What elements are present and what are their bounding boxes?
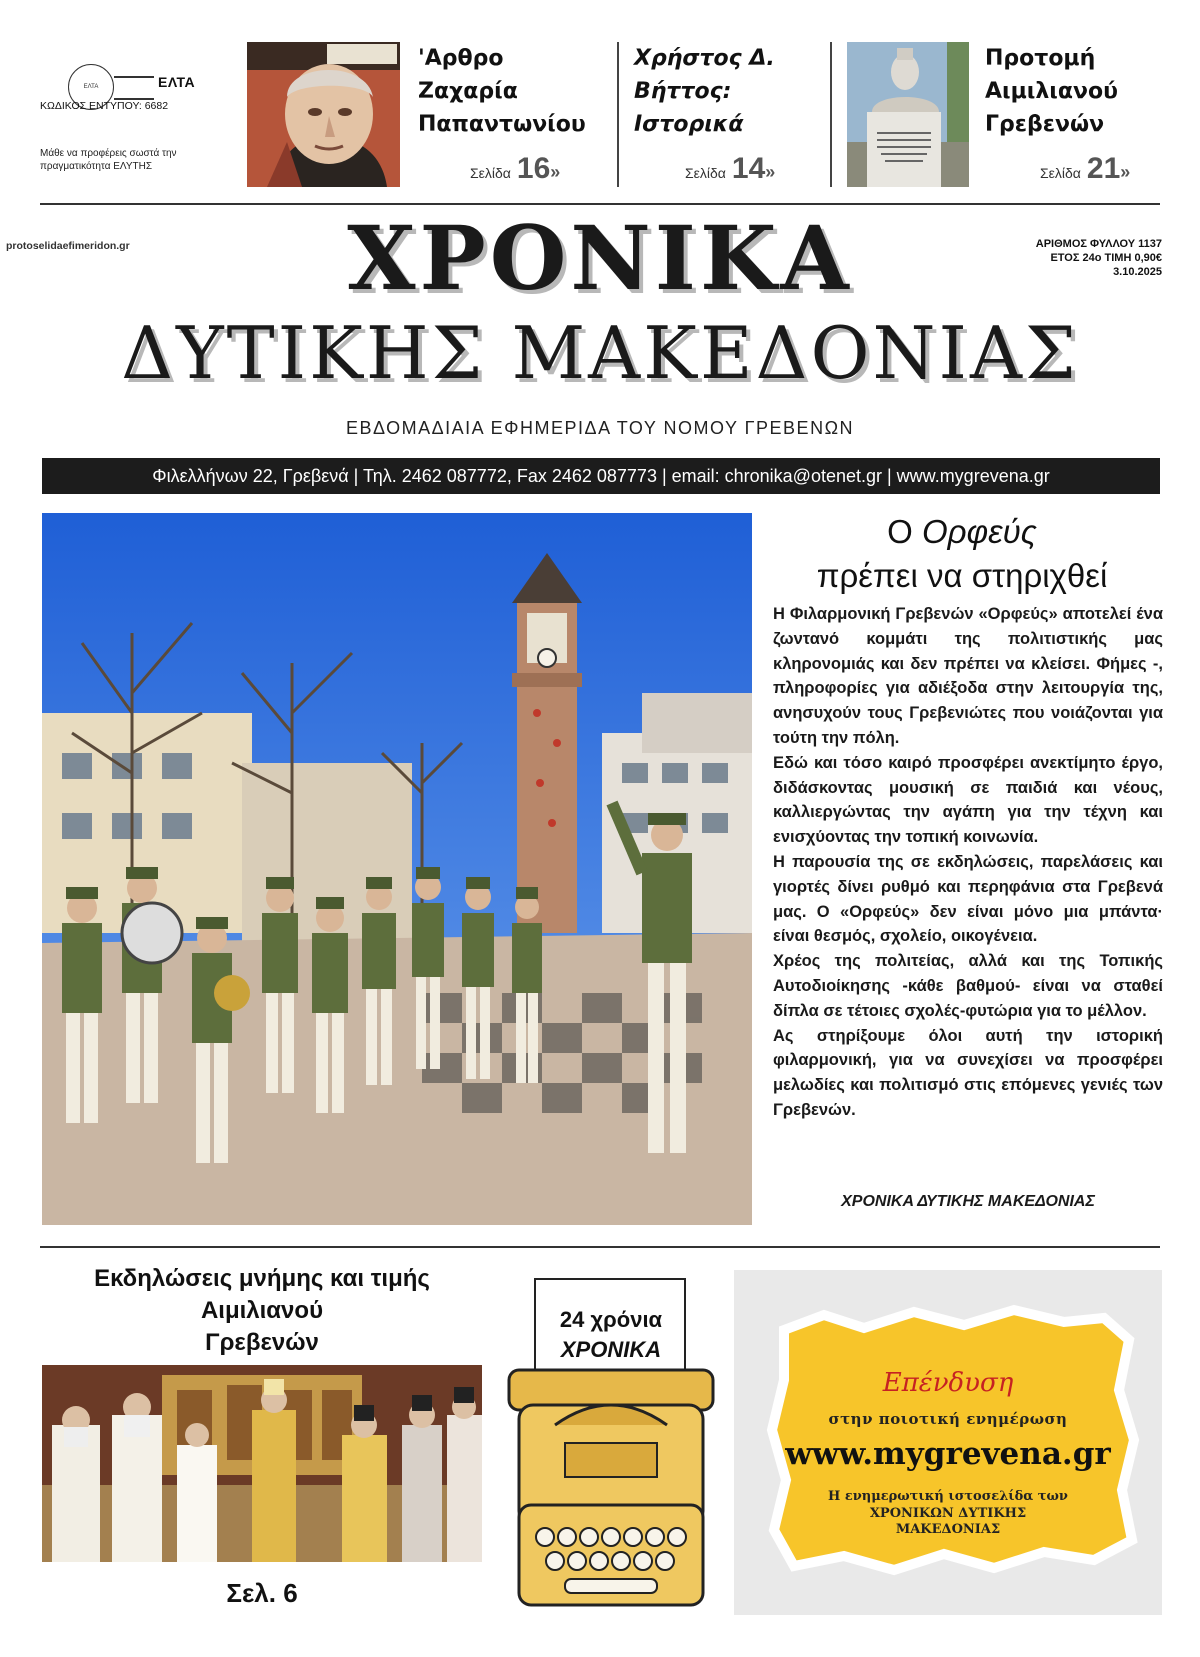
top-rule bbox=[40, 203, 1160, 205]
column-divider bbox=[830, 42, 832, 187]
teaser-title-1[interactable]: 'Αρθρο Ζαχαρία Παπαντωνίου bbox=[418, 46, 586, 137]
story-headline bbox=[762, 510, 1162, 598]
mygrevena-ad[interactable] bbox=[734, 1270, 1162, 1615]
band-square-illustration bbox=[42, 513, 752, 1225]
story-paragraph: Χρέος της πολιτείας, αλλά και της Τοπικής Αυτοδιοίκησης -κάθε βαθμού- είναι να σταθεί δίπλα σε τέτοιες σχολές-φυτώρια για το μέλλον. bbox=[773, 952, 1163, 1020]
teaser-portrait-papantoniou[interactable] bbox=[247, 42, 400, 187]
events-page-ref[interactable]: Σελ. 6 bbox=[226, 1578, 298, 1608]
teaser-title-2[interactable]: Χρήστος Δ. Βήττος: Ιστορικά bbox=[634, 46, 775, 137]
watermark-site: protoselidaefimeridon.gr bbox=[6, 240, 130, 252]
bust-photo bbox=[847, 42, 969, 187]
teaser-page-2[interactable] bbox=[685, 152, 775, 192]
ad-url[interactable]: www.mygrevena.gr bbox=[785, 1436, 1111, 1472]
ad-headline: Επένδυση bbox=[882, 1368, 1014, 1398]
bottom-rule bbox=[40, 1246, 1160, 1248]
teaser-photo-bust[interactable] bbox=[847, 42, 969, 187]
page-label: Σελίδα bbox=[470, 165, 511, 181]
postage-stamp-icon: ΕΛΤΑ bbox=[68, 64, 114, 110]
story-body bbox=[773, 602, 1163, 1123]
philharmonic-photo[interactable] bbox=[42, 513, 752, 1225]
teaser-page-3[interactable] bbox=[1040, 152, 1130, 192]
page-label: Σελίδα bbox=[685, 165, 726, 181]
contact-bar: Φιλελλήνων 22, Γρεβενά | Τηλ. 2462 087772, Fax 2462 087773 | email: chronika@otenet.gr | www.mygrevena.gr bbox=[42, 458, 1160, 494]
church-illustration bbox=[42, 1365, 482, 1562]
issue-number: ΑΡΙΘΜΟΣ ΦΥΛΛΟΥ 1137 bbox=[1035, 238, 1162, 250]
issue-date: 3.10.2025 bbox=[1113, 266, 1162, 278]
postal-badge bbox=[40, 60, 225, 120]
masthead-subtitle: ΔΥΤΙΚΗΣ ΜΑΚΕΔΟΝΙΑΣ bbox=[121, 311, 1079, 395]
elytis-quote: Μάθε να προφέρεις σωστά την πραγματικότητα ΕΛΥΤΗΣ bbox=[40, 148, 177, 172]
teaser-page-1[interactable] bbox=[470, 152, 560, 192]
headline-article: Ο bbox=[887, 513, 913, 550]
story-paragraph: Η παρουσία της σε εκδηλώσεις, παρελάσεις και γιορτές δίνει ρυθμό και περηφάνια στα Γρεβενά μας. Ο «Ορφεύς» δεν είναι μόνο μια μπάντα· είναι θεσμός, σχολείο, οικογένεια. bbox=[773, 852, 1163, 946]
page-label: Σελίδα bbox=[1040, 165, 1081, 181]
story-signature: ΧΡΟΝΙΚΑ ΔΥΤΙΚΗΣ ΜΑΚΕΔΟΝΙΑΣ bbox=[841, 1193, 1095, 1210]
chevron-right-icon: » bbox=[1120, 162, 1131, 182]
issue-info bbox=[1036, 237, 1162, 279]
events-headline[interactable] bbox=[42, 1263, 482, 1359]
page-number: 14 bbox=[731, 152, 766, 185]
story-paragraph: Εδώ και τόσο καιρό προσφέρει ανεκτίμητο έργο, διδάσκοντας μουσική σε παιδιά και νέους, καλλιεργώντας την αγάπη για την τέχνη και ενισχύοντας την τοπική κοινωνία. bbox=[773, 753, 1163, 847]
anniversary-years: 24 χρόνια bbox=[559, 1307, 663, 1332]
teaser-title-3[interactable]: Προτομή Αιμιλιανού Γρεβενών bbox=[985, 46, 1118, 137]
masthead-title: ΧΡΟΝΙΚΑ bbox=[347, 206, 853, 310]
page-number: 16 bbox=[516, 152, 551, 185]
story-paragraph: Ας στηρίξουμε όλοι αυτή την ιστορική φιλαρμονική, για να συνεχίσει να προσφέρει μελωδίες και πολιτισμό στις επόμενες γενιές των Γρεβενών. bbox=[773, 1026, 1163, 1119]
events-headline-line: Εκδηλώσεις μνήμης και τιμής bbox=[94, 1265, 430, 1292]
page-number: 21 bbox=[1086, 152, 1121, 185]
events-headline-line: Αιμιλιανού bbox=[200, 1297, 324, 1324]
ad-caption: Η ενημερωτική ιστοσελίδα των bbox=[828, 1489, 1068, 1504]
ad-subline: στην ποιοτική ενημέρωση bbox=[828, 1410, 1068, 1428]
events-headline-line: Γρεβενών bbox=[205, 1329, 319, 1356]
headline-rest: πρέπει να στηριχθεί bbox=[816, 557, 1108, 594]
portrait-illustration bbox=[247, 42, 400, 187]
ad-caption-2 bbox=[734, 1506, 1162, 1538]
issue-year-price: ΕΤΟΣ 24ο ΤΙΜΗ 0,90€ bbox=[1050, 252, 1162, 264]
headline-name: Ορφεύς bbox=[922, 513, 1037, 550]
anniversary-typewriter bbox=[505, 1275, 717, 1615]
chevron-right-icon: » bbox=[550, 162, 561, 182]
column-divider bbox=[617, 42, 619, 187]
ad-caption-line: ΜΑΚΕΔΟΝΙΑΣ bbox=[895, 1522, 1001, 1537]
print-code: ΚΩΔΙΚΟΣ ΕΝΤΥΠΟΥ: 6682 bbox=[40, 100, 169, 112]
ad-caption-line: ΧΡΟΝΙΚΩΝ ΔΥΤΙΚΗΣ bbox=[869, 1506, 1027, 1521]
anniversary-text bbox=[527, 1305, 695, 1365]
story-paragraph: Η Φιλαρμονική Γρεβενών «Ορφεύς» αποτελεί ένα ζωντανό κομμάτι της πολιτιστικής μας κληρονομιάς και δεν πρέπει να κλείσει. Φήμες -, πληροφορίες για αδιέξοδα στην λειτουργία της, ανησυχούν τους Γρεβενιώτες που νοιάζονται για τούτη την πόλη. bbox=[773, 605, 1163, 747]
newspaper-tagline: ΕΒΔΟΜΑΔΙΑΙΑ ΕΦΗΜΕΡΙΔΑ ΤΟΥ ΝΟΜΟΥ ΓΡΕΒΕΝΩΝ bbox=[345, 418, 855, 438]
anniversary-name: ΧΡΟΝΙΚΑ bbox=[560, 1337, 662, 1362]
postmark-waves-icon bbox=[114, 76, 154, 100]
elta-logo: ΕΛΤΑ bbox=[158, 74, 196, 90]
chevron-right-icon: » bbox=[765, 162, 776, 182]
church-service-photo[interactable] bbox=[42, 1365, 482, 1562]
